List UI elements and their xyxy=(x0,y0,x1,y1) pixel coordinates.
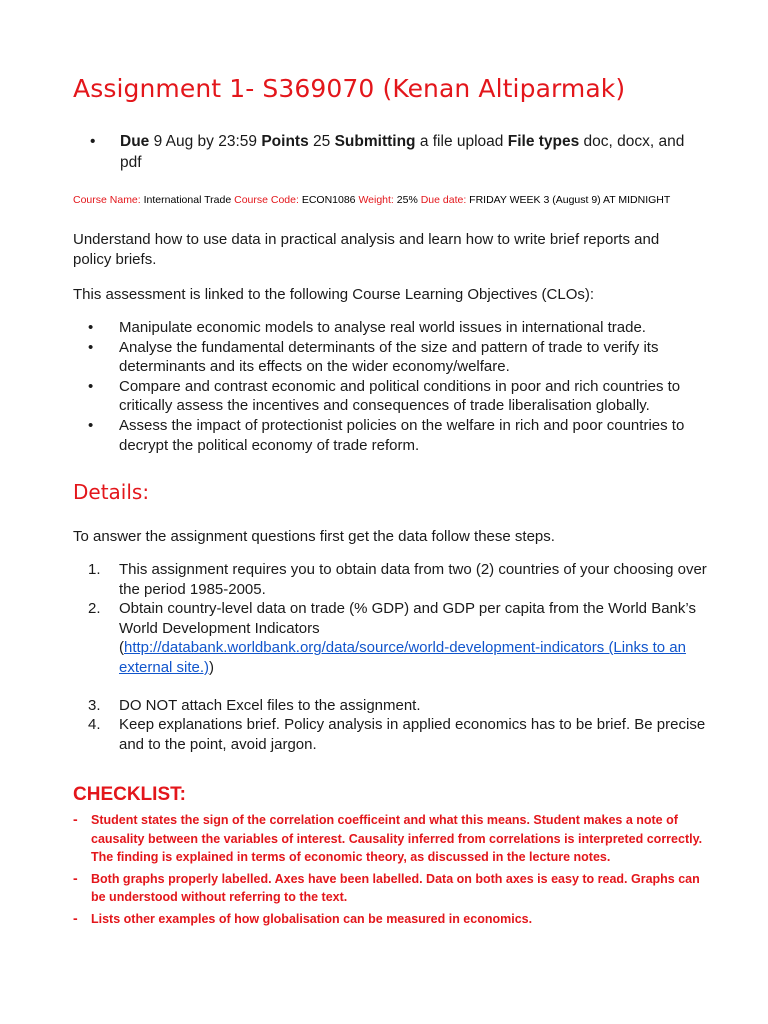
link-open-paren: ( xyxy=(119,639,124,657)
clo-list xyxy=(88,318,708,455)
list-item xyxy=(88,377,708,416)
checklist xyxy=(73,811,703,932)
intro-paragraph: Understand how to use data in practical analysis and learn how to write brief reports and policy briefs. xyxy=(73,231,660,268)
course-name-value: International Trade xyxy=(140,194,235,206)
clo-intro-paragraph: This assessment is linked to the following Course Learning Objectives (CLOs): xyxy=(73,286,595,303)
dash-marker: - xyxy=(73,869,78,886)
list-item xyxy=(88,318,708,338)
step-text: Obtain country-level data on trade (% GDP) and GDP per capita from the World Bank’s World Development Indicators xyxy=(119,600,696,637)
list-item xyxy=(73,811,703,867)
course-name-label: Course Name: xyxy=(73,194,141,206)
clo-text: Analyse the fundamental determinants of the size and pattern of trade to verify its determinants and its effects on the wider economy/welfare. xyxy=(119,338,659,376)
course-code-value: ECON1086 xyxy=(298,194,359,206)
submitting-label: Submitting xyxy=(334,133,416,150)
list-item xyxy=(88,416,708,455)
checklist-text: Student states the sign of the correlation coefficeint and what this means. Student makes a note of causality between the variables of interest. Causality inferred from correlations is interpreted correctly. The finding is explained in terms of economic theory, as discussed in the lecture notes. xyxy=(91,813,703,865)
details-heading: Details: xyxy=(73,480,150,504)
step-number: 3. xyxy=(88,696,101,714)
checklist-heading: CHECKLIST: xyxy=(73,784,186,805)
step-text: Keep explanations brief. Policy analysis in applied economics has to be brief. Be precise and to the point, avoid jargon. xyxy=(119,716,706,753)
weight-label: Weight: xyxy=(358,194,394,206)
due-date-value: FRIDAY WEEK 3 (August 9) AT MIDNIGHT xyxy=(466,194,671,206)
clo-text: Compare and contrast economic and political conditions in poor and rich countries to critically assess the incentives and consequences of trade liberalisation globally. xyxy=(119,377,681,415)
checklist-text: Lists other examples of how globalisation can be measured in economics. xyxy=(91,911,533,926)
course-info-line xyxy=(73,194,670,206)
page-title: Assignment 1- S369070 (Kenan Altiparmak) xyxy=(73,74,626,103)
clo-bullet: • xyxy=(88,338,94,356)
step-text: This assignment requires you to obtain data from two (2) countries of your choosing over the period 1985-2005. xyxy=(119,561,707,598)
points-value: 25 xyxy=(308,133,335,150)
step-number: 1. xyxy=(88,561,101,578)
points-label: Points xyxy=(261,133,309,150)
clo-text: Manipulate economic models to analyse real world issues in international trade. xyxy=(119,319,646,336)
clo-bullet: • xyxy=(88,319,94,336)
dash-marker: - xyxy=(73,909,78,926)
checklist-text: Both graphs properly labelled. Axes have been labelled. Data on both axes is easy to read. Graphs can be understood without referring to the text. xyxy=(91,871,700,905)
due-label: Due xyxy=(120,133,150,150)
list-item xyxy=(88,715,708,754)
due-value: 9 Aug by 23:59 xyxy=(149,133,262,150)
clo-bullet: • xyxy=(88,377,94,395)
list-item xyxy=(73,870,703,907)
step-number: 4. xyxy=(88,716,101,734)
step-number: 2. xyxy=(88,600,101,618)
world-bank-link[interactable]: http://databank.worldbank.org/data/source/world-development-indicators (Links to an external site.) xyxy=(119,639,686,676)
link-close-paren: ) xyxy=(209,658,215,676)
list-item xyxy=(88,599,708,677)
submitting-value: a file upload xyxy=(415,133,508,150)
weight-value: 25% xyxy=(393,194,421,206)
steps-list xyxy=(88,560,708,754)
dash-marker: - xyxy=(73,811,78,827)
list-item xyxy=(73,910,703,929)
file-types-value: doc, docx, and pdf xyxy=(120,133,685,171)
clo-text: Assess the impact of protectionist policies on the welfare in rich and poor countries to decrypt the political economy of trade reform. xyxy=(119,416,685,454)
step-text: DO NOT attach Excel files to the assignment. xyxy=(119,696,421,714)
list-item xyxy=(88,696,708,716)
clo-bullet: • xyxy=(88,416,94,434)
meta-text xyxy=(120,131,700,173)
meta-bullet: • xyxy=(90,133,96,150)
list-item xyxy=(88,338,708,377)
due-date-label: Due date: xyxy=(420,194,467,206)
list-item xyxy=(88,560,708,599)
course-code-label: Course Code: xyxy=(234,194,299,206)
file-types-label: File types xyxy=(507,133,580,150)
steps-intro-paragraph: To answer the assignment questions first get the data follow these steps. xyxy=(73,528,555,545)
